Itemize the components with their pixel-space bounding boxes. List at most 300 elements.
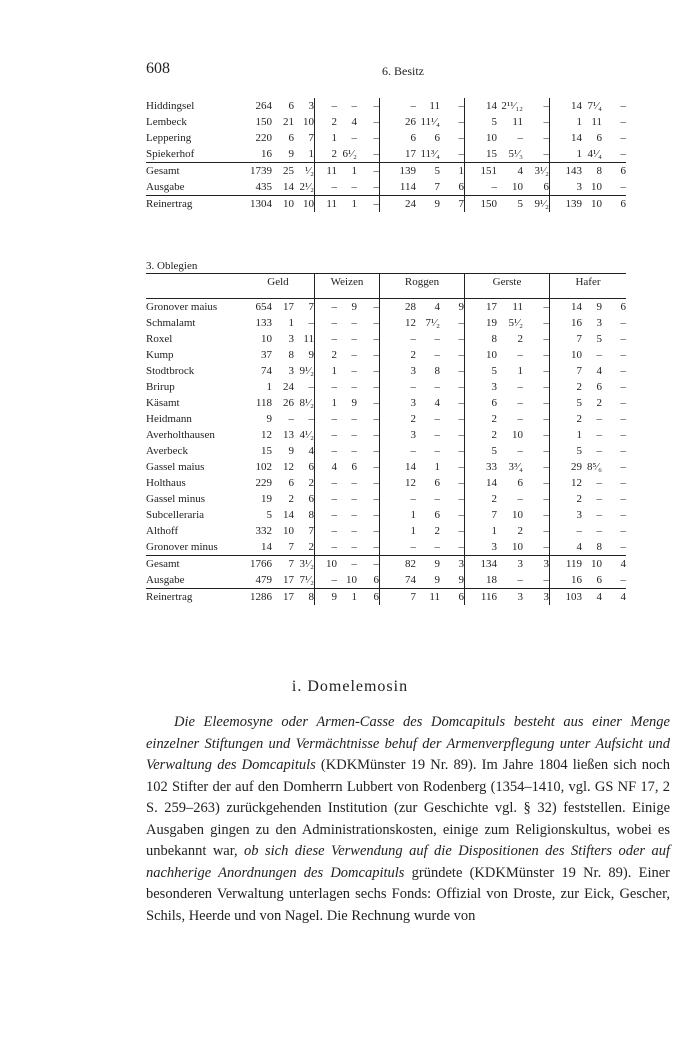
table-cell: 1: [337, 196, 357, 213]
table-cell: –: [543, 541, 549, 553]
column-header: Roggen: [380, 274, 465, 299]
table-cell: 7: [294, 299, 315, 316]
table-cell: 10: [465, 347, 498, 363]
table-row: [146, 146, 626, 163]
table-cell: –: [543, 397, 549, 409]
table-cell: 9: [416, 196, 440, 213]
table-cell: 9: [337, 299, 357, 316]
table-cell: 6: [308, 461, 314, 473]
table-cell: –: [620, 148, 626, 160]
table-cell: –: [434, 333, 440, 345]
table-cell: 6: [288, 132, 294, 144]
table-cell: 82: [380, 556, 417, 573]
table-row: [146, 347, 626, 363]
table-cell: 6: [440, 589, 465, 606]
table-cell: –: [596, 429, 602, 441]
table-cell: 435: [255, 181, 272, 193]
table-cell: 10: [272, 196, 294, 213]
table-cell: –: [351, 413, 357, 425]
table-row: [146, 363, 626, 379]
running-head: 6. Besitz: [382, 64, 424, 78]
table-cell: 3: [523, 556, 550, 573]
table-cell: 5: [465, 363, 498, 379]
table-cell: 1: [288, 317, 294, 329]
table-cell: 1: [465, 523, 498, 539]
table-cell: 4¹⁄₄: [587, 148, 602, 160]
table-cell: 12: [283, 461, 294, 473]
table-cell: 1: [337, 589, 357, 606]
column-header: Weizen: [315, 274, 380, 299]
row-label: Averbeck: [146, 445, 188, 457]
table-cell: 6: [357, 589, 380, 606]
table-cell: 2: [315, 146, 338, 163]
table-cell: 2: [550, 379, 583, 395]
table-cell: 11: [315, 163, 338, 180]
table-cell: 8: [434, 365, 440, 377]
table-cell: –: [543, 509, 549, 521]
row-label: Heidmann: [146, 413, 192, 425]
table-cell: 2: [596, 397, 602, 409]
table-cell: 5: [465, 443, 498, 459]
table-cell: 17: [272, 589, 294, 606]
table-cell: 8: [294, 589, 315, 606]
table-cell: 13: [283, 429, 294, 441]
table-cell: 4: [582, 589, 602, 606]
table-cell: –: [308, 381, 314, 393]
table-cell: 9: [288, 445, 294, 457]
table-cell: 15: [261, 445, 272, 457]
table-cell: –: [308, 413, 314, 425]
table-cell: –: [458, 445, 464, 457]
table-cell: –: [315, 539, 338, 556]
table-cell: –: [620, 445, 626, 457]
table-cell: 3: [288, 365, 294, 377]
row-label: Holthaus: [146, 477, 186, 489]
table-cell: 5: [550, 443, 583, 459]
table-cell: 33: [465, 459, 498, 475]
table-row: [146, 379, 626, 395]
table-cell: 3: [550, 507, 583, 523]
table-cell: –: [315, 523, 338, 539]
table-cell: 2: [315, 114, 338, 130]
table-cell: 5: [465, 114, 498, 130]
table-cell: –: [351, 525, 357, 537]
table-cell: 3³⁄₄: [508, 461, 523, 473]
table-cell: –: [596, 509, 602, 521]
table-cell: –: [373, 381, 379, 393]
table-cell: –: [315, 572, 338, 589]
table-cell: –: [351, 381, 357, 393]
table-cell: –: [351, 541, 357, 553]
table-cell: 28: [380, 299, 417, 316]
table-cell: –: [434, 381, 440, 393]
table-cell: 7: [288, 541, 294, 553]
table-cell: 1739: [242, 163, 272, 180]
table-cell: –: [458, 333, 464, 345]
table-cell: –: [315, 299, 338, 316]
table-cell: 2: [465, 411, 498, 427]
table-cell: 6: [596, 381, 602, 393]
table-cell: 14: [283, 509, 294, 521]
table-row: [146, 556, 626, 573]
row-label: Ausgabe: [146, 574, 185, 586]
table-cell: –: [523, 299, 550, 316]
table-cell: 16: [550, 315, 583, 331]
table-cell: –: [373, 148, 379, 160]
body-paragraph: [146, 712, 670, 927]
table-cell: –: [543, 574, 549, 586]
table-cell: –: [373, 132, 379, 144]
table-cell: –: [620, 493, 626, 505]
table-cell: –: [596, 413, 602, 425]
table-cell: –: [543, 461, 549, 473]
table-cell: 8: [465, 331, 498, 347]
table-cell: 1766: [242, 556, 272, 573]
table-cell: 3: [440, 556, 465, 573]
table-cell: 3: [380, 395, 417, 411]
table-cell: –: [351, 349, 357, 361]
row-label: Gronover minus: [146, 541, 218, 553]
table-cell: 8: [596, 541, 602, 553]
page-number: 608: [146, 60, 170, 77]
table-cell: 3: [380, 427, 417, 443]
table-cell: –: [315, 315, 338, 331]
table-cell: –: [620, 477, 626, 489]
row-label: Schmalamt: [146, 317, 196, 329]
table-cell: 9: [288, 148, 294, 160]
table-cell: –: [373, 413, 379, 425]
table-cell: 12: [380, 475, 417, 491]
table-cell: –: [434, 541, 440, 553]
table-cell: –: [373, 493, 379, 505]
table-cell: 74: [380, 572, 417, 589]
ledger-table-top: [146, 98, 626, 212]
table-cell: 7: [550, 363, 583, 379]
table-cell: –: [517, 413, 523, 425]
column-header: Gerste: [465, 274, 550, 299]
row-label: Leppering: [146, 132, 192, 144]
table-cell: 7¹⁄₂: [299, 574, 314, 586]
table-cell: 9: [308, 349, 314, 361]
table-cell: –: [315, 411, 338, 427]
table-cell: 10: [261, 333, 272, 345]
table-cell: 10: [315, 556, 338, 573]
table-cell: 74: [261, 365, 272, 377]
table-cell: –: [620, 132, 626, 144]
table-cell: 14: [550, 98, 583, 114]
table-cell: 3: [550, 179, 583, 196]
table-cell: –: [373, 317, 379, 329]
table-cell: –: [380, 491, 417, 507]
table-cell: 6¹⁄₂: [342, 148, 357, 160]
table-cell: –: [458, 148, 464, 160]
table-row: [146, 507, 626, 523]
table-cell: 9: [266, 413, 272, 425]
italic-quote: ob sich diese Verwendung auf die Dispositionen des Stifters oder auf nachherige Anordnungen des Domcapituls: [146, 843, 670, 881]
table-cell: –: [373, 541, 379, 553]
table-cell: 4: [351, 116, 357, 128]
table-cell: 332: [255, 525, 272, 537]
table-cell: 6: [288, 477, 294, 489]
table-cell: –: [620, 509, 626, 521]
table-cell: –: [434, 445, 440, 457]
table-cell: –: [357, 556, 380, 573]
table-cell: 5¹⁄₂: [508, 317, 523, 329]
table-cell: –: [458, 116, 464, 128]
table-cell: 6: [602, 163, 626, 180]
table-cell: –: [380, 331, 417, 347]
row-label: Spiekerhof: [146, 148, 195, 160]
column-header: Geld: [242, 274, 315, 299]
table-cell: 6: [465, 395, 498, 411]
table-cell: 29: [550, 459, 583, 475]
table-cell: –: [458, 132, 464, 144]
table-cell: 4: [497, 163, 523, 180]
table-row: [146, 196, 626, 213]
table-cell: 17: [272, 299, 294, 316]
table-cell: 5: [550, 395, 583, 411]
table-cell: 3¹⁄₂: [523, 163, 550, 180]
table-cell: 9¹⁄₂: [299, 365, 314, 377]
table-cell: –: [458, 477, 464, 489]
table-cell: 11: [416, 589, 440, 606]
table-cell: –: [620, 413, 626, 425]
table-cell: 6: [434, 477, 440, 489]
table-cell: –: [596, 349, 602, 361]
table-cell: 9: [434, 574, 440, 586]
table-cell: 18: [465, 572, 498, 589]
table-cell: 10: [512, 509, 523, 521]
table-cell: 6: [351, 461, 357, 473]
table-cell: –: [315, 98, 338, 114]
table-cell: 11¹⁄₄: [420, 116, 440, 128]
table-row: [146, 163, 626, 180]
row-label: Gesamt: [146, 163, 242, 180]
table-cell: 10: [465, 130, 498, 146]
table-cell: –: [373, 333, 379, 345]
table-cell: 2: [550, 411, 583, 427]
table-cell: –: [315, 475, 338, 491]
table-cell: 2: [308, 477, 314, 489]
table-cell: 1: [315, 363, 338, 379]
table-cell: –: [543, 349, 549, 361]
table-cell: 21: [283, 116, 294, 128]
table-cell: 6: [434, 509, 440, 521]
table-cell: 2: [288, 493, 294, 505]
table-cell: –: [465, 179, 498, 196]
table-cell: –: [315, 427, 338, 443]
table-cell: 17: [283, 574, 294, 586]
table-cell: –: [351, 333, 357, 345]
table-row: [146, 475, 626, 491]
table-cell: –: [543, 317, 549, 329]
table-cell: 26: [283, 397, 294, 409]
table-cell: 24: [283, 381, 294, 393]
table-cell: –: [357, 163, 380, 180]
table-cell: 10: [582, 556, 602, 573]
table-cell: 1: [517, 365, 523, 377]
table-cell: 4: [602, 556, 626, 573]
table-cell: –: [543, 132, 549, 144]
table-cell: 264: [255, 100, 272, 112]
table-cell: 479: [255, 574, 272, 586]
table-cell: 4: [416, 299, 440, 316]
table-cell: 11: [591, 116, 602, 128]
table-cell: 6: [308, 493, 314, 505]
column-header: Hafer: [550, 274, 627, 299]
table-cell: 3: [523, 589, 550, 606]
table-cell: 8: [288, 349, 294, 361]
table-cell: 229: [255, 477, 272, 489]
table-cell: 10: [512, 541, 523, 553]
table-cell: –: [458, 365, 464, 377]
table-cell: –: [458, 461, 464, 473]
table-cell: –: [337, 556, 357, 573]
row-label: Kump: [146, 349, 174, 361]
table-cell: –: [620, 461, 626, 473]
table-cell: 1: [434, 461, 440, 473]
row-label: Lembeck: [146, 116, 187, 128]
table-cell: 7: [465, 507, 498, 523]
table-cell: –: [620, 181, 626, 193]
table-row: [146, 459, 626, 475]
table-cell: 151: [465, 163, 498, 180]
table-cell: –: [357, 299, 380, 316]
table-cell: –: [458, 397, 464, 409]
row-label: Gassel minus: [146, 493, 205, 505]
table-cell: 2: [465, 491, 498, 507]
table-row: [146, 179, 626, 196]
table-cell: 5: [266, 509, 272, 521]
table-cell: –: [380, 443, 417, 459]
table-cell: –: [517, 493, 523, 505]
table-cell: 5: [416, 163, 440, 180]
table-cell: 116: [465, 589, 498, 606]
row-label: Althoff: [146, 525, 179, 537]
section-heading: i. Domelemosin: [291, 678, 409, 695]
table-cell: 14: [550, 299, 583, 316]
row-label: Averholthausen: [146, 429, 215, 441]
table-cell: –: [596, 493, 602, 505]
section-subtitle: 3. Oblegien: [146, 260, 198, 272]
table-cell: 1: [315, 130, 338, 146]
table-cell: –: [517, 381, 523, 393]
table-cell: 1: [315, 395, 338, 411]
table-cell: 7: [434, 181, 440, 193]
table-cell: 12: [550, 475, 583, 491]
table-cell: –: [543, 381, 549, 393]
table-cell: –: [373, 365, 379, 377]
table-cell: 6: [288, 100, 294, 112]
column-header-row: [146, 274, 626, 299]
table-cell: –: [543, 477, 549, 489]
table-cell: 26: [380, 114, 417, 130]
row-label: Stodtbrock: [146, 365, 195, 377]
table-cell: 3: [497, 589, 523, 606]
table-cell: –: [517, 445, 523, 457]
table-cell: 2¹⁄₂: [299, 181, 314, 193]
table-cell: 2: [517, 333, 523, 345]
table-cell: –: [373, 477, 379, 489]
table-cell: 9¹⁄₂: [523, 196, 550, 213]
table-cell: –: [434, 493, 440, 505]
table-cell: 2: [434, 525, 440, 537]
table-cell: –: [357, 196, 380, 213]
table-row: [146, 443, 626, 459]
row-label: Brirup: [146, 381, 175, 393]
table-cell: 7¹⁄₄: [587, 100, 602, 112]
table-cell: –: [351, 429, 357, 441]
table-cell: –: [620, 349, 626, 361]
table-cell: 2: [517, 525, 523, 537]
table-cell: 6: [602, 196, 626, 213]
table-cell: 118: [255, 397, 272, 409]
table-cell: –: [351, 493, 357, 505]
table-cell: 11: [303, 333, 314, 345]
table-cell: –: [620, 365, 626, 377]
table-cell: 17: [465, 299, 498, 316]
table-cell: 7: [550, 331, 583, 347]
table-cell: 3: [288, 333, 294, 345]
table-row: [146, 98, 626, 114]
table-cell: –: [380, 379, 417, 395]
table-cell: –: [373, 509, 379, 521]
row-label: Ausgabe: [146, 181, 185, 193]
table-cell: 14: [283, 181, 294, 193]
table-cell: –: [373, 397, 379, 409]
table-cell: 11: [429, 100, 440, 112]
table-cell: –: [434, 413, 440, 425]
row-label: Roxel: [146, 333, 173, 345]
table-cell: 25: [272, 163, 294, 180]
table-cell: 14: [380, 459, 417, 475]
table-cell: 4: [434, 397, 440, 409]
table-cell: 2: [315, 347, 338, 363]
table-cell: 134: [465, 556, 498, 573]
row-label: Gronover maius: [146, 299, 242, 316]
table-row: [146, 427, 626, 443]
table-cell: –: [373, 429, 379, 441]
table-cell: –: [543, 365, 549, 377]
table-cell: –: [373, 116, 379, 128]
table-cell: 10: [591, 181, 602, 193]
table-row: [146, 491, 626, 507]
text-run: gründete (KDKMünster 19 Nr. 89). Einer besonderen Verwaltung unterlagen sechs Fonds: Offizial von Droste, zur Eick, Gescher, Schils, Heerde und von Nagel. Die Rechnung wurde von: [146, 864, 670, 924]
table-cell: 102: [255, 461, 272, 473]
table-cell: –: [517, 397, 523, 409]
table-cell: 2: [465, 427, 498, 443]
table-cell: 3: [465, 539, 498, 556]
table-cell: –: [543, 525, 549, 537]
table-cell: 5: [497, 196, 523, 213]
table-cell: –: [543, 333, 549, 345]
table-cell: 1: [337, 163, 357, 180]
table-cell: –: [596, 477, 602, 489]
table-cell: 103: [550, 589, 583, 606]
table-cell: –: [620, 317, 626, 329]
table-cell: –: [620, 381, 626, 393]
table-cell: –: [458, 493, 464, 505]
table-cell: –: [373, 181, 379, 193]
table-cell: 3: [465, 379, 498, 395]
table-cell: 6: [543, 181, 549, 193]
table-cell: 220: [255, 132, 272, 144]
table-cell: –: [373, 525, 379, 537]
table-cell: 4: [596, 365, 602, 377]
table-cell: 16: [550, 572, 583, 589]
table-cell: ¹⁄₂: [294, 163, 315, 180]
table-cell: 11³⁄₄: [420, 148, 440, 160]
